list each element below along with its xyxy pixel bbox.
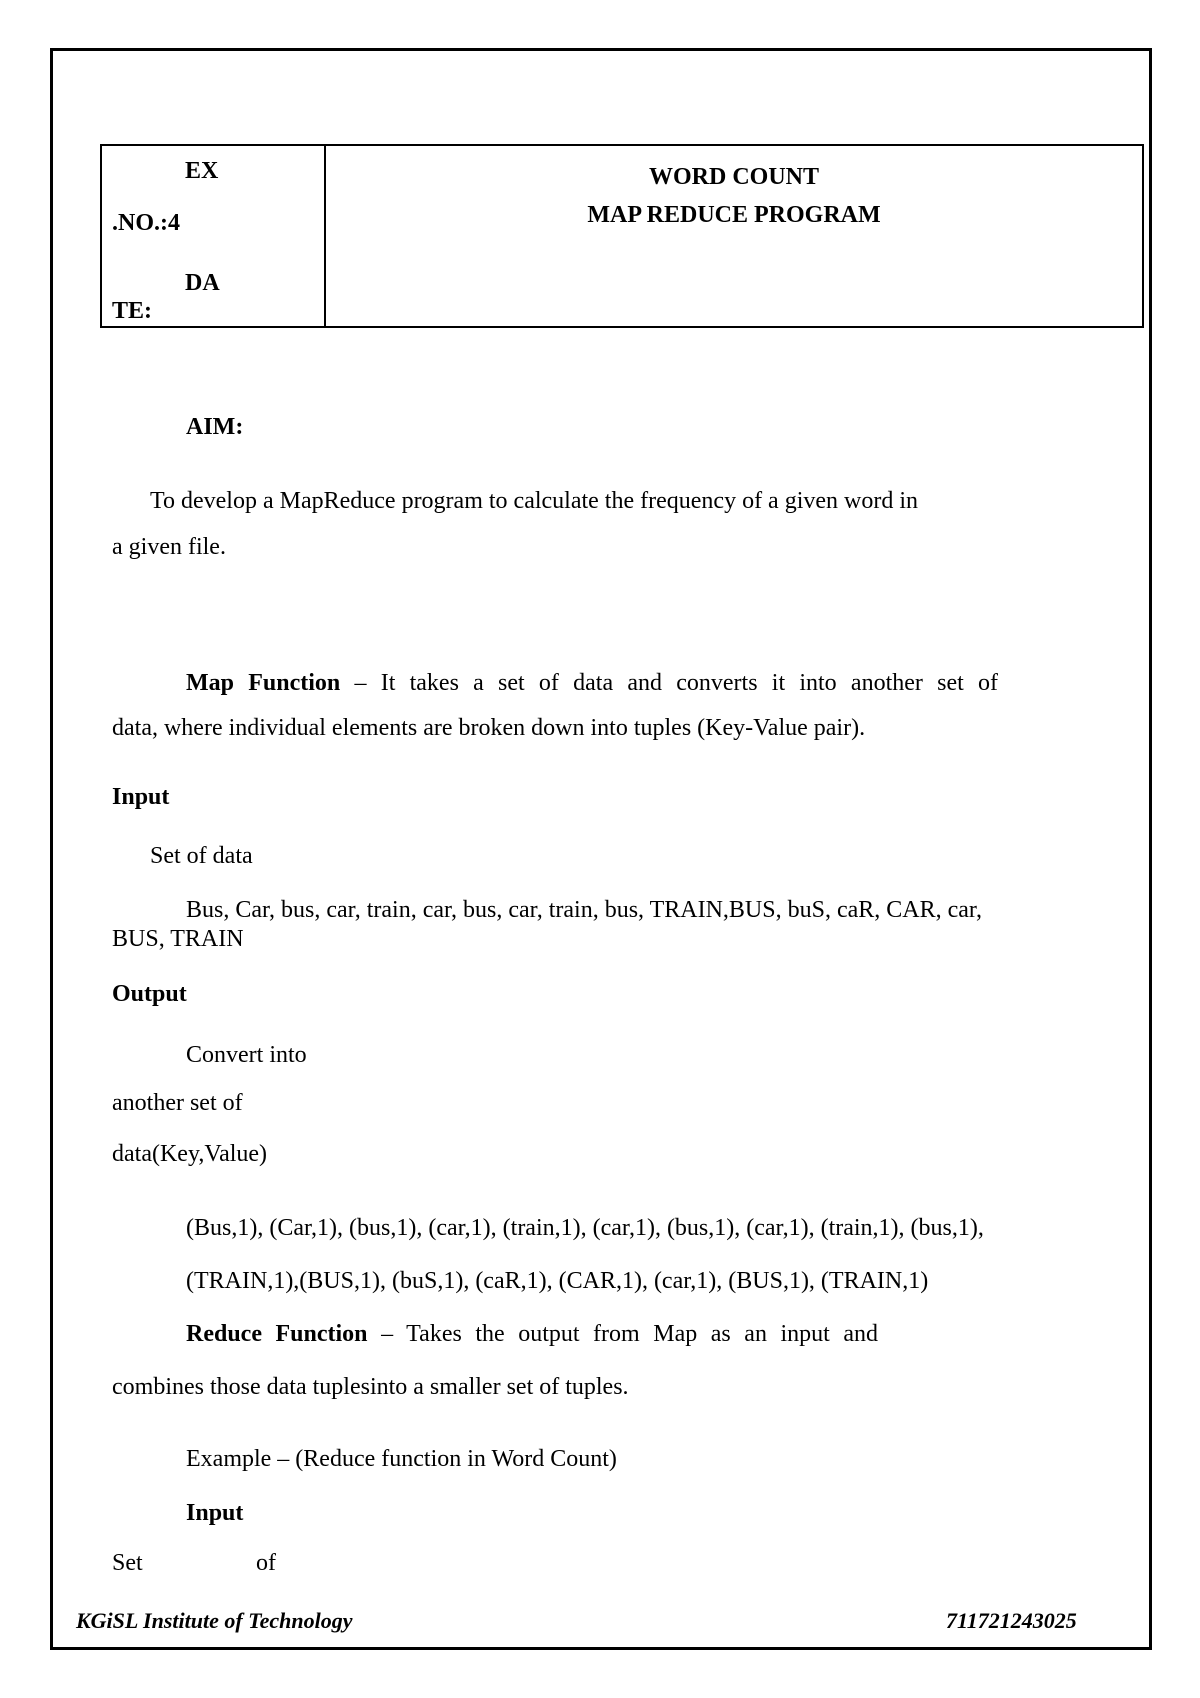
ex-label-part1: EX (185, 158, 219, 184)
map-function-line-1 (186, 670, 998, 697)
header-title-cell (326, 146, 1142, 326)
map-function-term: Map Function (186, 670, 341, 696)
input-data-line-2: BUS, TRAIN (112, 926, 244, 952)
example-set-word: Set (112, 1550, 143, 1576)
ex-label-part2: .NO.:4 (112, 210, 180, 236)
example-line: Example – (Reduce function in Word Count) (186, 1446, 617, 1472)
output-pairs-line-2: (TRAIN,1),(BUS,1), (buS,1), (caR,1), (CAR,1), (car,1), (BUS,1), (TRAIN,1) (186, 1268, 929, 1294)
map-function-line-2: data, where individual elements are broken down into tuples (Key-Value pair). (112, 715, 866, 741)
reduce-function-term: Reduce Function (186, 1321, 368, 1347)
footer-institute: KGiSL Institute of Technology (76, 1608, 353, 1633)
output-heading: Output (112, 981, 187, 1007)
reduce-function-line-1 (186, 1321, 878, 1348)
header-table (100, 144, 1144, 328)
footer-reg-number: 711721243025 (946, 1608, 1077, 1633)
output-line-1: Convert into (186, 1042, 307, 1068)
aim-line-1: To develop a MapReduce program to calculate the frequency of a given word in (150, 488, 919, 514)
reduce-function-line-2: combines those data tuplesinto a smaller set of tuples. (112, 1374, 629, 1400)
title-line-1: WORD COUNT (648, 164, 819, 190)
date-label-part1: DA (185, 270, 220, 296)
output-line-3: data(Key,Value) (112, 1141, 268, 1167)
input-heading: Input (112, 784, 170, 810)
input-label: Set of data (150, 843, 253, 869)
aim-heading: AIM: (186, 414, 244, 440)
output-pairs-line-1: (Bus,1), (Car,1), (bus,1), (car,1), (train,1), (car,1), (bus,1), (car,1), (train,1), (bus,1), (186, 1215, 984, 1241)
example-input-heading: Input (186, 1500, 244, 1526)
input-data-line-1: Bus, Car, bus, car, train, car, bus, car, train, bus, TRAIN,BUS, buS, caR, CAR, car, (186, 897, 982, 923)
header-left-cell (102, 146, 326, 326)
aim-line-2: a given file. (112, 534, 226, 560)
date-label-part2: TE: (112, 298, 153, 324)
title-line-2: MAP REDUCE PROGRAM (587, 202, 881, 228)
reduce-function-desc: – Takes the output from Map as an input and (367, 1321, 879, 1347)
output-line-2: another set of (112, 1090, 243, 1116)
example-of-word: of (256, 1550, 276, 1576)
map-function-desc: – It takes a set of data and converts it into another set of (340, 670, 998, 696)
